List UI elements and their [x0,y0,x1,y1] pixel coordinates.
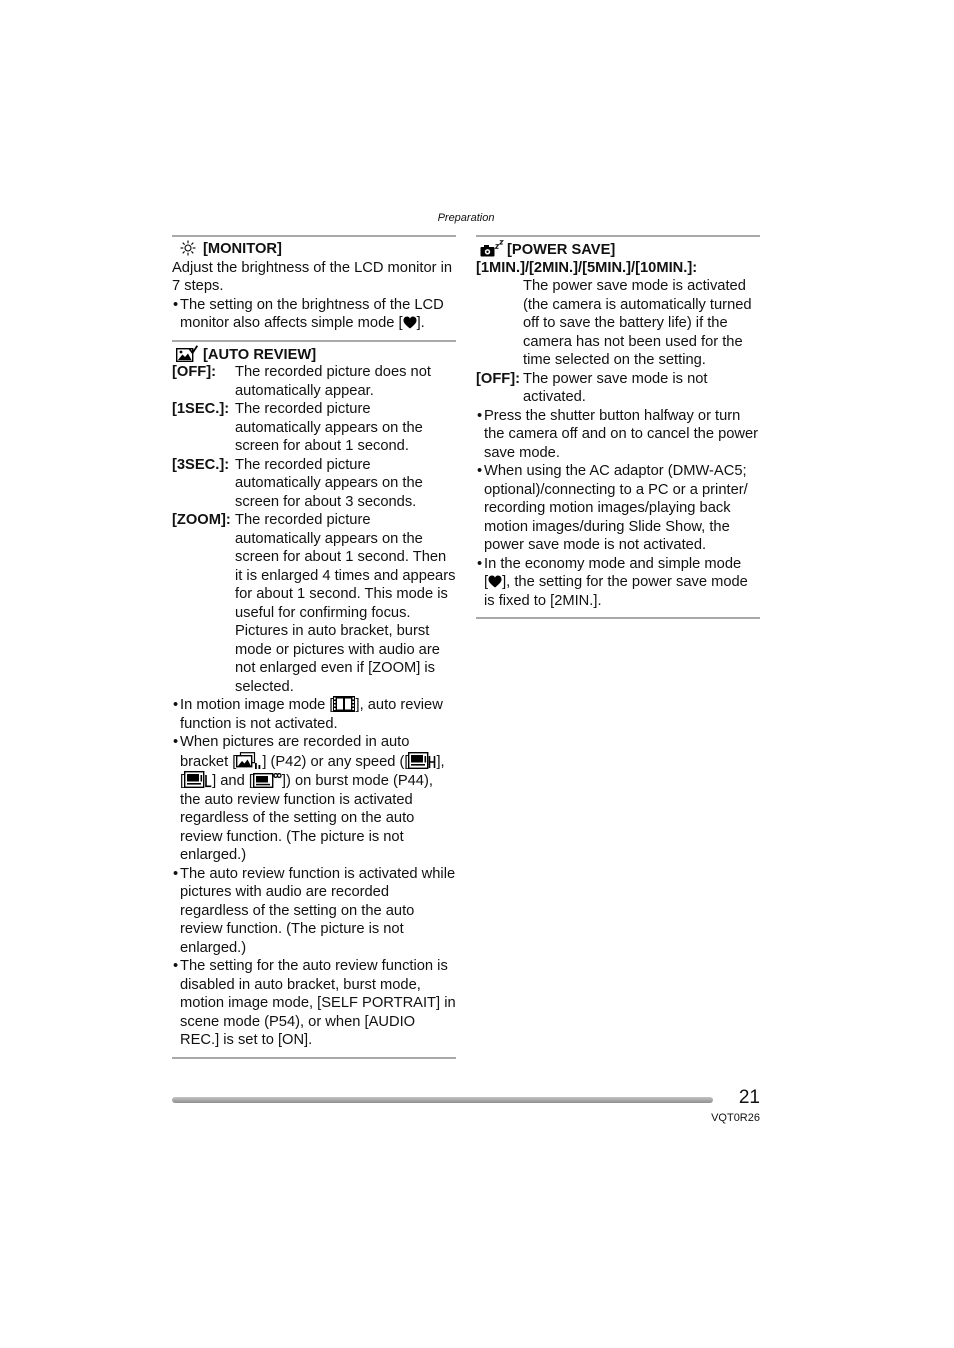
footer-bar [172,1097,713,1103]
power-save-heading [476,240,760,259]
economy-mode-note [476,555,760,611]
auto-review-icon [176,345,198,362]
monitor-description: Adjust the brightness of the LCD monitor in 7 steps. [172,259,453,294]
simple-mode-heart-icon [403,316,417,329]
option-label: [ZOOM]: [172,512,231,528]
note-text: The setting for the auto review function is disabled in auto bracket, burst mode, motion image mode, [SELF PORTRAIT] in scene mode (P54), or when [AUDIO REC.] is set to [ON]. [180,958,456,1048]
option-zoom [172,511,456,696]
option-off [172,363,456,400]
burst-bracket-note [172,733,456,865]
ac-adaptor-note [476,462,760,555]
power-save-icon [480,240,504,257]
monitor-section [172,235,456,340]
right-column [476,235,760,619]
monitor-heading [172,240,456,259]
note-text: ] and [ [212,773,253,789]
section-rule [172,1057,456,1059]
option-description: The recorded picture automatically appears on the screen for about 1 second. Then it is enlarged 4 times and appears for about 1 second. This mode is useful for confirming focus. Pictures in auto bracket, burst mode or pictures with audio are not enlarged even if [ZOOM] is selected. [235,512,456,695]
option-description-minutes: The power save mode is activated (the camera is automatically turned off to save the battery life) if the camera has not been used for the time selected on the setting. [523,278,752,368]
note-text: ]. [416,315,425,331]
note-text: The auto review function is activated while pictures with audio are recorded regardless of the setting on the auto review function. (The picture is not enlarged.) [180,865,456,956]
monitor-title: [MONITOR] [203,241,282,257]
note-text: ] (P42) or any speed ([ [262,753,409,770]
burst-unlimited-icon [253,771,282,788]
option-label: [3SEC.]: [172,456,230,473]
motion-image-note [172,696,456,733]
note-text: When pictures are recorded in auto bracket [ [180,734,410,770]
option-description: The power save mode is not activated. [523,370,708,405]
option-label: [OFF]: [172,364,217,380]
note-text: The setting on the brightness of the LCD monitor also affects simple mode [ [180,296,444,331]
option-off [476,370,760,407]
brightness-sun-icon [180,240,196,256]
option-description: The recorded picture automatically appears on the screen for about 1 second. [235,401,423,454]
power-save-section [476,235,760,617]
section-header: Preparation [437,212,495,224]
note-text: ], the setting for the power save mode is fixed to [2MIN.]. [484,574,748,609]
option-label: [1SEC.]: [172,401,230,417]
note-text: In the economy mode and simple mode [ [484,555,742,590]
auto-bracket-icon [236,752,262,769]
motion-image-film-icon [333,696,355,712]
option-1sec [172,400,456,456]
auto-review-title: [AUTO REVIEW] [203,346,317,363]
note-text: ]) on burst mode (P44), the auto review function is activated regardless of the setting on the auto review function. (The picture is not enlarged.) [180,773,433,863]
option-description: The recorded picture automatically appears on the screen for about 3 seconds. [235,456,423,510]
auto-review-heading [172,345,456,364]
power-save-title: [POWER SAVE] [507,242,616,258]
option-description: The recorded picture does not automatically appear. [235,364,431,399]
left-column [172,235,456,1059]
note-text: ], auto review function is not activated. [180,697,443,732]
option-label: [OFF]: [476,370,521,387]
audio-note [172,865,456,958]
note-text: In motion image mode [ [180,697,334,713]
monitor-note [172,296,456,333]
document-code: VQT0R26 [711,1112,760,1124]
option-label-minutes: [1MIN.]/[2MIN.]/[5MIN.]/[10MIN.]: [476,259,698,276]
page-number: 21 [738,1087,760,1108]
burst-high-speed-icon [408,752,436,769]
shutter-note [476,407,760,463]
note-text: Press the shutter button halfway or turn the camera off and on to cancel the power save mode. [484,407,759,461]
section-rule [476,617,760,619]
auto-review-section [172,340,456,1057]
burst-low-speed-icon [184,771,212,788]
simple-mode-heart-icon [488,575,502,588]
note-text: ], [ [180,753,445,789]
disabled-note [172,957,456,1050]
option-3sec [172,456,456,512]
note-text: When using the AC adaptor (DMW-AC5; optional)/connecting to a PC or a printer/ recording motion images/playing back motion images/during Slide Show, the power save mode is not activated. [484,463,748,553]
